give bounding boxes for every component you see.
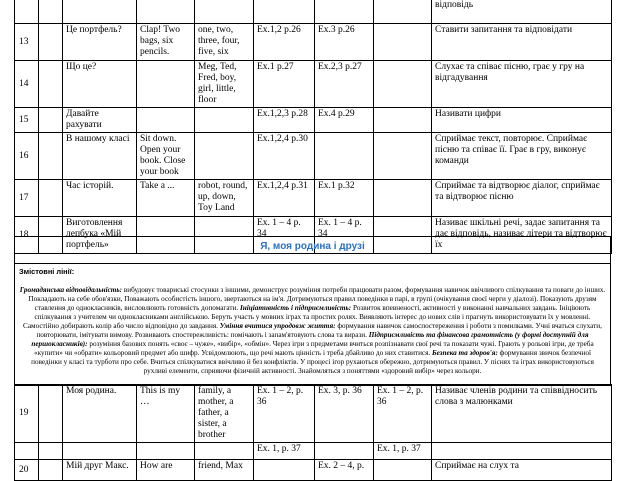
expected-results-cell: відповідь <box>432 0 612 24</box>
expected-results-cell: Ставити запитання та відповідати <box>432 24 612 61</box>
label-safety: Безпека та здоров'я: <box>432 349 498 357</box>
structures-cell: Sit down. Open your book. Close your book <box>137 133 195 180</box>
expected-results-cell: Називає шкільні речі, задає запитання та дає відповідь, називає літери та відтворює їх <box>432 217 612 254</box>
text-learning: формування навичок самоспостереження і роботи з помилками. Учні вчаться слухати, повторювати, імітувати вимову. Розвивають спостережливість: помічають і запам'ятовують слова та вирази. <box>36 322 602 339</box>
expected-results-cell: Сприймає на слух та <box>432 460 612 481</box>
label-initiative: Ініціативність і підприємливість: <box>239 304 352 312</box>
structures-cell: Clap! Two bags, six pencils. <box>137 24 195 61</box>
textbook-exercise-cell: Ex. 1 – 4 p. 34 <box>254 217 315 254</box>
workbook-exercise-cell: Ex.2,3 p.27 <box>315 61 374 108</box>
lesson-number: 16 <box>15 133 39 180</box>
textbook-exercise-cell: Ex. 1, p. 37 <box>254 443 315 460</box>
lesson-topic: Мій друг Макс. <box>63 460 137 481</box>
expected-results-cell: Сприймає текст, повторює. Сприймає пісню та співає її. Грає в гру, виконує команди <box>432 133 612 180</box>
expected-results-cell <box>432 443 612 460</box>
label-learning: Уміння вчитися упродовж життя: <box>219 322 336 330</box>
vocabulary-cell <box>195 0 254 24</box>
lesson-number <box>15 0 39 24</box>
lesson-number: 20 <box>15 460 39 481</box>
lesson-number: 13 <box>15 24 39 61</box>
table-row <box>15 24 612 61</box>
textbook-exercise-cell: Ex.1 p.27 <box>254 61 315 108</box>
structures-cell <box>137 108 195 133</box>
table-row <box>15 385 612 443</box>
textbook-exercise-cell <box>254 0 315 24</box>
extra-exercise-cell <box>374 180 432 217</box>
extra-exercise-cell: Ex. 1, p. 37 <box>374 443 432 460</box>
vocabulary-cell <box>195 133 254 180</box>
empty-cell <box>39 443 63 460</box>
expected-results-cell: Слухає та співає пісню, грає у гру на відгадування <box>432 61 612 108</box>
empty-cell <box>39 24 63 61</box>
structures-cell: This is my … <box>137 385 195 443</box>
workbook-exercise-cell: Ex.3 p.26 <box>315 24 374 61</box>
textbook-exercise-cell: Ex.1,2 p.26 <box>254 24 315 61</box>
empty-cell <box>39 108 63 133</box>
table-row <box>15 443 612 460</box>
empty-cell <box>39 385 63 443</box>
textbook-exercise-cell: Ex.1,2,4 p.31 <box>254 180 315 217</box>
lesson-topic: Давайте рахувати <box>63 108 137 133</box>
text-civic: вибудовує товариські стосунки з іншими, демонструє розуміння потреби працювати разом, формування навичок ввічливого спілкування та поваги до інших. Покладають на себе обов'язки, Поважають особистість іншого, звертаються на ім'я. Дотримуються правил поведінки в парі, в групі (очікування своєї черги у діалозі). Показують друзям ставлення до однокласників, висловлюють готовність допомагати. <box>28 286 606 312</box>
workbook-exercise-cell: Ex. 1 – 4 p. 34 <box>315 217 374 254</box>
vocabulary-cell: Meg, Ted, Fred, boy, girl, little, floor <box>195 61 254 108</box>
empty-cell <box>39 61 63 108</box>
vocabulary-cell: family, a mother, a father, a sister, a brother <box>195 385 254 443</box>
section-header-row <box>15 237 611 264</box>
textbook-exercise-cell: Ex.1,2,4 p.30 <box>254 133 315 180</box>
textbook-exercise-cell <box>254 460 315 481</box>
table-row <box>15 108 612 133</box>
lesson-number: 17 <box>15 180 39 217</box>
table-row <box>15 460 612 481</box>
vocabulary-cell <box>195 108 254 133</box>
structures-cell: How are <box>137 460 195 481</box>
text-financial: розуміння базових понять «своє – чуже», «вибір», «обмін». Через ігри з предметами вчиться розпізнавати свої речі та показати чужі. Грають у рольові ігри, де треба «купити» чи «обрати» кольоровий предмет або шифр. Усвідомлюють, що речі мають цінність і треба дбайливо до них ставитися. <box>34 340 594 357</box>
extra-exercise-cell <box>374 24 432 61</box>
lesson-topic: Час історій. <box>63 180 137 217</box>
vocabulary-cell <box>195 443 254 460</box>
workbook-exercise-cell <box>315 133 374 180</box>
structures-cell <box>137 61 195 108</box>
text-initiative: Розвиток впевненості, активності у виконанні навчальних завдань. Ініціюють спілкування з учителем чи однокласниками англійською. Беруть участь у мовних іграх та простих ролях. Виявляють інтерес до нових слів і прагнуть використовувати їх у мовленні. Самостійно добирають колір або число відповідно до завдання. <box>23 304 591 330</box>
lesson-number <box>15 443 39 460</box>
empty-cell <box>39 460 63 481</box>
text-safety: формування звичок безпечної поведінки у класі та турботи про себе. Вчиться спілкуватися ввічливо й без конфліктів. У процесі ігор рухаються обережно, дотримуються правил. У піснях та іграх використовуються рухливі елементи, сприяючи фізичній активності. Знайомляться з поняттями «здоровий вибір» через кольори. <box>31 349 594 375</box>
content-lines-row <box>15 264 611 386</box>
workbook-exercise-cell: Ex.1 p.32 <box>315 180 374 217</box>
expected-results-cell: Сприймає та відтворює діалог, сприймає та відтворює пісню <box>432 180 612 217</box>
vocabulary-cell: one, two, three, four, five, six <box>195 24 254 61</box>
empty-cell <box>39 180 63 217</box>
expected-results-cell: Називати цифри <box>432 108 612 133</box>
workbook-exercise-cell <box>315 0 374 24</box>
table-row <box>15 0 612 24</box>
extra-exercise-cell <box>374 108 432 133</box>
workbook-exercise-cell: Ex.4 p.29 <box>315 108 374 133</box>
table-row <box>15 133 612 180</box>
lesson-topic <box>63 443 137 460</box>
lesson-topic: Це портфель? <box>63 24 137 61</box>
workbook-exercise-cell <box>315 443 374 460</box>
lesson-table-top <box>14 0 612 254</box>
section-title: Я, моя родина і друзі <box>15 237 611 264</box>
workbook-exercise-cell: Ex. 3, p. 36 <box>315 385 374 443</box>
section-table <box>14 236 611 386</box>
lesson-table-bottom <box>14 384 612 481</box>
table-row <box>15 61 612 108</box>
lesson-topic: Виготовлення лепбука «Мій портфель» <box>63 217 137 254</box>
extra-exercise-cell <box>374 133 432 180</box>
structures-cell <box>137 443 195 460</box>
textbook-exercise-cell: Ex.1,2,3 p.28 <box>254 108 315 133</box>
textbook-exercise-cell: Ex. 1 – 2, p. 36 <box>254 385 315 443</box>
extra-exercise-cell: Ex. 1 – 2, p. 36 <box>374 385 432 443</box>
lesson-topic <box>63 0 137 24</box>
empty-cell <box>39 0 63 24</box>
extra-exercise-cell <box>374 0 432 24</box>
label-financial: Підприємливість та фінансова грамотність (у формі доступній для першокласників): <box>31 331 589 348</box>
lesson-number: 19 <box>15 385 39 443</box>
table-row <box>15 180 612 217</box>
content-lines-cell <box>15 264 611 386</box>
vocabulary-cell: robot, round, up, down, Toy Land <box>195 180 254 217</box>
lesson-number: 15 <box>15 108 39 133</box>
extra-exercise-cell <box>374 61 432 108</box>
lesson-topic: Що це? <box>63 61 137 108</box>
lesson-number: 14 <box>15 61 39 108</box>
empty-cell <box>39 133 63 180</box>
label-civic: Громадянська відповідальність: <box>19 286 123 294</box>
extra-exercise-cell <box>374 460 432 481</box>
content-lines-text <box>19 286 606 376</box>
workbook-exercise-cell: Ex. 2 – 4, p. <box>315 460 374 481</box>
vocabulary-cell: friend, Max <box>195 460 254 481</box>
lesson-topic: В нашому класі <box>63 133 137 180</box>
structures-cell <box>137 0 195 24</box>
lesson-topic: Моя родина. <box>63 385 137 443</box>
structures-cell: Take a ... <box>137 180 195 217</box>
expected-results-cell: Називає членів родини та співвідносить слова з малюнками <box>432 385 612 443</box>
lesson-number: 18 <box>15 217 39 254</box>
content-lines-title: Змістовні лінії: <box>19 267 75 276</box>
